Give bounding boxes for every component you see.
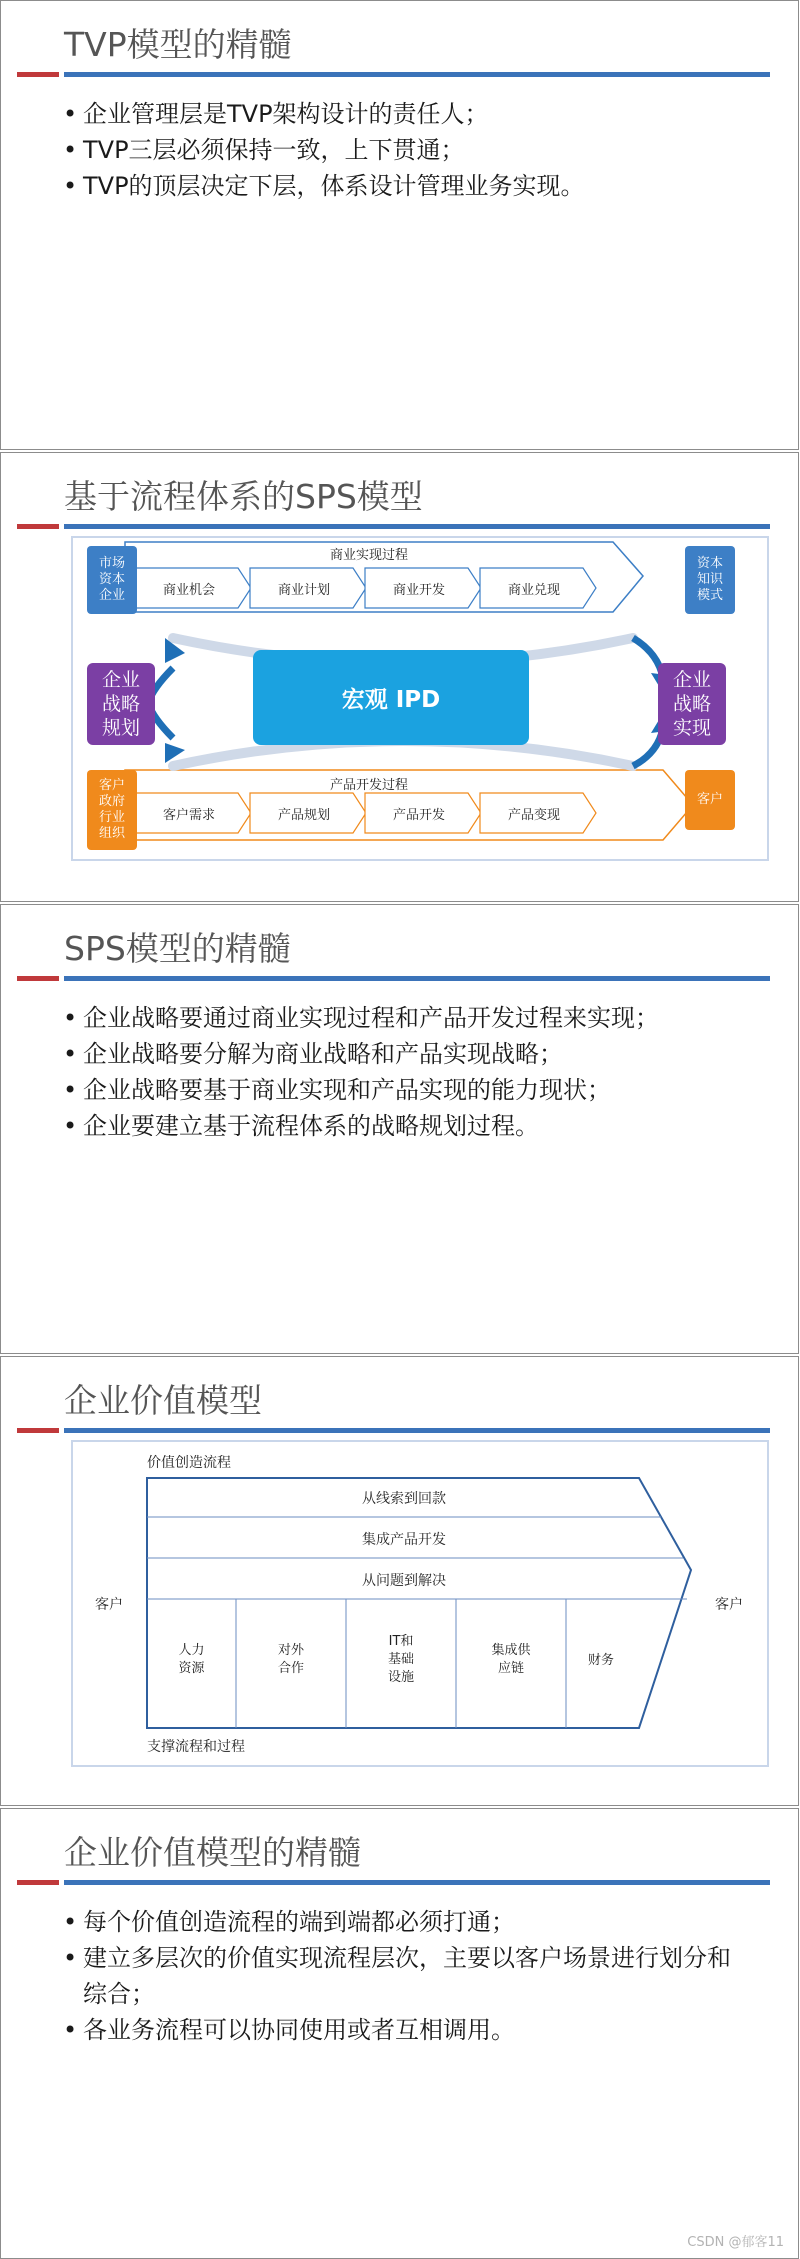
sps-diagram	[71, 536, 769, 861]
customer-left-label: 客户	[95, 1597, 123, 1613]
bullet-item: • TVP的顶层决定下层，体系设计管理业务实现。	[63, 172, 585, 200]
support-process-label: 支撑流程和过程	[147, 1739, 245, 1755]
business-step: 商业兑现	[507, 582, 560, 598]
product-step: 客户需求	[162, 807, 215, 823]
title-rule-red	[17, 1880, 59, 1885]
title-rule-red	[17, 1428, 59, 1433]
title-rule-red	[17, 72, 59, 77]
bullet-list	[63, 1000, 659, 1144]
value-chain-outline	[147, 1478, 691, 1728]
bullet-item: • 各业务流程可以协同使用或者互相调用。	[63, 2016, 515, 2044]
slide-title: TVP模型的精髓	[64, 25, 292, 64]
slide-1	[0, 0, 799, 450]
customer-box: 客户	[685, 770, 735, 830]
business-step: 商业机会	[162, 582, 215, 598]
product-step: 产品规划	[277, 807, 330, 823]
support-column: 财务	[587, 1653, 614, 1668]
slide-title: 基于流程体系的SPS模型	[64, 477, 423, 516]
business-step: 商业开发	[392, 582, 445, 598]
bullet-item: • 企业战略要分解为商业战略和产品实现战略；	[63, 1040, 563, 1068]
bullet-item: • 企业战略要通过商业实现过程和产品开发过程来实现；	[63, 1004, 659, 1032]
bullet-list	[63, 96, 585, 204]
title-rule-red	[17, 976, 59, 981]
capital-knowledge-box: 资本 知识 模式	[685, 546, 735, 614]
macro-ipd-box: 宏观 IPD	[253, 650, 529, 745]
watermark: CSDN @郁客11	[687, 2235, 784, 2250]
market-capital-box: 市场 资本 企业	[87, 546, 137, 614]
value-row: 从问题到解决	[362, 1573, 446, 1589]
bullet-item: • 每个价值创造流程的端到端都必须打通；	[63, 1908, 515, 1936]
customer-right-label: 客户	[715, 1597, 743, 1613]
title-rule-blue	[64, 524, 770, 529]
bullet-item: • 企业管理层是TVP架构设计的责任人；	[63, 100, 489, 128]
value-creation-label: 价值创造流程	[147, 1455, 231, 1471]
value-row: 集成产品开发	[362, 1532, 446, 1548]
product-step: 产品变现	[507, 807, 560, 823]
support-column: 集成供 应链	[491, 1643, 531, 1676]
customer-government-box: 客户 政府 行业 组织	[87, 770, 137, 850]
strategy-realization-box: 企业 战略 实现	[658, 663, 726, 745]
product-process-label: 产品开发过程	[329, 778, 408, 793]
bullet-item: • 建立多层次的价值实现流程层次，主要以客户场景进行划分和综合；	[63, 1944, 731, 2008]
strategy-planning-box: 企业 战略 规划	[87, 663, 155, 745]
slide-2	[0, 452, 799, 902]
value-row: 从线索到回款	[362, 1491, 446, 1507]
title-rule-blue	[64, 1880, 770, 1885]
title-rule-red	[17, 524, 59, 529]
slide-4	[0, 1356, 799, 1806]
slide-title: 企业价值模型	[64, 1381, 262, 1420]
bullet-item: • TVP三层必须保持一致，上下贯通；	[63, 136, 465, 164]
title-rule-blue	[64, 1428, 770, 1433]
bullet-item: • 企业要建立基于流程体系的战略规划过程。	[63, 1112, 539, 1140]
product-step: 产品开发	[392, 807, 445, 823]
support-column: IT和 基础 设施	[387, 1634, 414, 1685]
slide-title: 企业价值模型的精髓	[64, 1833, 361, 1872]
support-column: 人力 资源	[178, 1643, 205, 1676]
bullet-list	[63, 1904, 753, 2048]
title-rule-blue	[64, 72, 770, 77]
business-step: 商业计划	[277, 582, 330, 598]
value-model-diagram	[71, 1440, 769, 1767]
slide-title: SPS模型的精髓	[64, 929, 291, 968]
title-rule-blue	[64, 976, 770, 981]
business-process-label: 商业实现过程	[329, 548, 408, 563]
bullet-item: • 企业战略要基于商业实现和产品实现的能力现状；	[63, 1076, 611, 1104]
slide-3	[0, 904, 799, 1354]
support-column: 对外 合作	[277, 1643, 304, 1676]
slide-5	[0, 1808, 799, 2259]
